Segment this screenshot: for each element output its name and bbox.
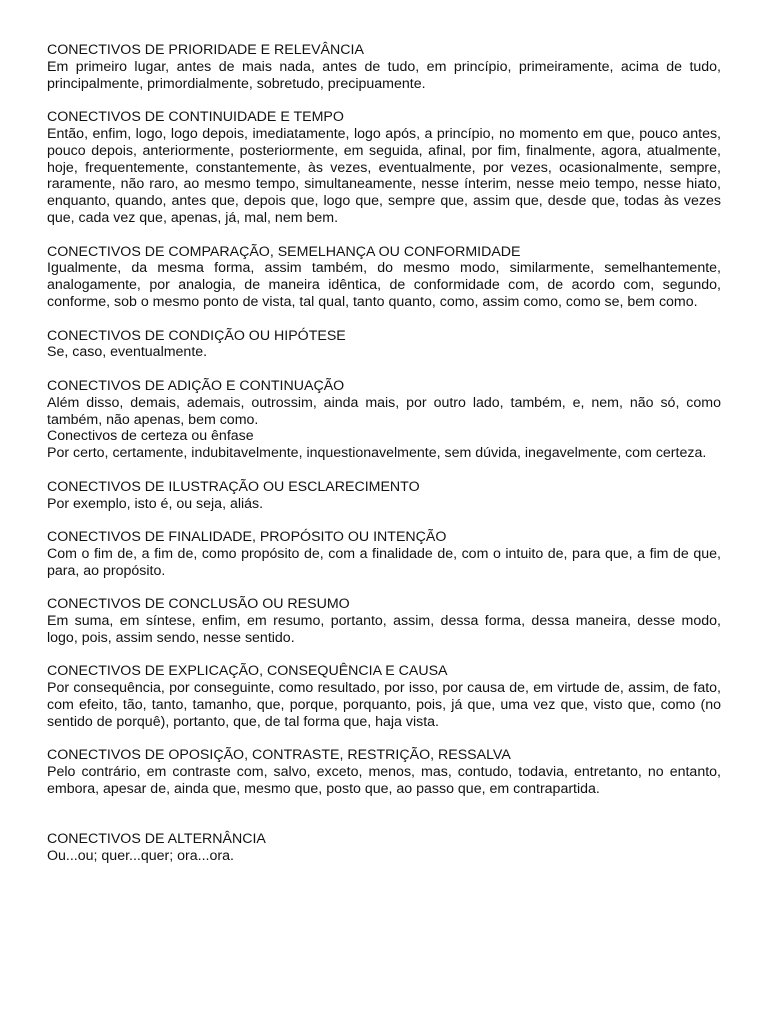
section-conclusao [47, 596, 721, 646]
section-text: Ou...ou; quer...quer; ora...ora. [47, 848, 234, 865]
section-text: Com o fim de, a fim de, como propósito de, com a finalidade de, com o intuito de, para que, a fim de que, para, ao propósito. [47, 545, 721, 579]
section-heading: CONECTIVOS DE CONDIÇÃO OU HIPÓTESE [47, 327, 346, 344]
section-prioridade [47, 42, 721, 92]
section-ilustracao [47, 479, 721, 513]
section-text: Em suma, em síntese, enfim, em resumo, portanto, assim, dessa forma, dessa maneira, desse modo, logo, pois, assim sendo, nesse sentido. [47, 613, 721, 646]
section-heading: CONECTIVOS DE CONTINUIDADE E TEMPO [47, 109, 344, 126]
section-heading: CONECTIVOS DE CONCLUSÃO OU RESUMO [47, 596, 350, 613]
section-explicacao [47, 663, 721, 730]
section-continuidade [47, 109, 721, 227]
subsection-text: Por certo, certamente, indubitavelmente, inquestionavelmente, sem dúvida, inegavelmente, com certeza. [47, 445, 707, 462]
section-text: Por consequência, por conseguinte, como resultado, por isso, por causa de, em virtude de, assim, de fato, com efeito, tão, tanto, tamanho, que, porque, porquanto, pois, já que, uma vez que, visto que, como (no sentido de porquê), portanto, que, de tal forma que, haja vista. [47, 680, 721, 730]
section-heading: CONECTIVOS DE ILUSTRAÇÃO OU ESCLARECIMENTO [47, 478, 420, 495]
document-page [47, 42, 721, 882]
section-heading: CONECTIVOS DE OPOSIÇÃO, CONTRASTE, RESTRIÇÃO, RESSALVA [47, 747, 511, 764]
section-heading: CONECTIVOS DE ALTERNÂNCIA [47, 831, 266, 848]
section-heading: CONECTIVOS DE COMPARAÇÃO, SEMELHANÇA OU CONFORMIDADE [47, 243, 521, 260]
section-text: Em primeiro lugar, antes de mais nada, antes de tudo, em princípio, primeiramente, acima de tudo, principalmente, primordialmente, sobretudo, precipuamente. [47, 58, 721, 92]
section-text: Se, caso, eventualmente. [47, 344, 208, 361]
subsection-heading: Conectivos de certeza ou ênfase [47, 428, 254, 445]
section-adicao [47, 378, 721, 462]
section-alternancia [47, 831, 721, 865]
section-text: Igualmente, da mesma forma, assim também, do mesmo modo, similarmente, semelhantemente, analogamente, por analogia, de maneira idêntica, de conformidade com, de acordo com, segundo, conforme, sob o mesmo ponto de vista, tal qual, tanto quanto, como, assim como, como se, bem como. [47, 260, 721, 310]
section-heading: CONECTIVOS DE FINALIDADE, PROPÓSITO OU INTENÇÃO [47, 529, 447, 546]
section-heading: CONECTIVOS DE PRIORIDADE E RELEVÂNCIA [47, 42, 364, 58]
section-text: Pelo contrário, em contraste com, salvo, exceto, menos, mas, contudo, todavia, entretanto, no entanto, embora, apesar de, ainda que, mesmo que, posto que, ao passo que, em contrapartida. [47, 764, 721, 798]
section-finalidade [47, 529, 721, 579]
section-text: Por exemplo, isto é, ou seja, aliás. [47, 495, 264, 512]
section-text: Então, enfim, logo, logo depois, imediatamente, logo após, a princípio, no momento em que, pouco antes, pouco depois, anteriormente, posteriormente, em seguida, afinal, por fim, finalmente, agora, atualmente, hoje, frequentemente, constantemente, às vezes, eventualmente, por vezes, ocasionalmente, sempre, raramente, não raro, ao mesmo tempo, simultaneamente, nesse ínterim, nesse meio tempo, nesse hiato, enquanto, quando, antes que, depois que, logo que, sempre que, assim que, desde que, todas às vezes que, cada vez que, apenas, já, mal, nem bem. [47, 125, 721, 226]
section-heading: CONECTIVOS DE EXPLICAÇÃO, CONSEQUÊNCIA E CAUSA [47, 663, 448, 680]
section-text: Além disso, demais, ademais, outrossim, ainda mais, por outro lado, também, e, nem, não só, como também, não apenas, bem como. [47, 394, 721, 428]
section-oposicao [47, 747, 721, 797]
section-condicao [47, 328, 721, 362]
section-comparacao [47, 244, 721, 311]
section-heading: CONECTIVOS DE ADIÇÃO E CONTINUAÇÃO [47, 377, 345, 394]
